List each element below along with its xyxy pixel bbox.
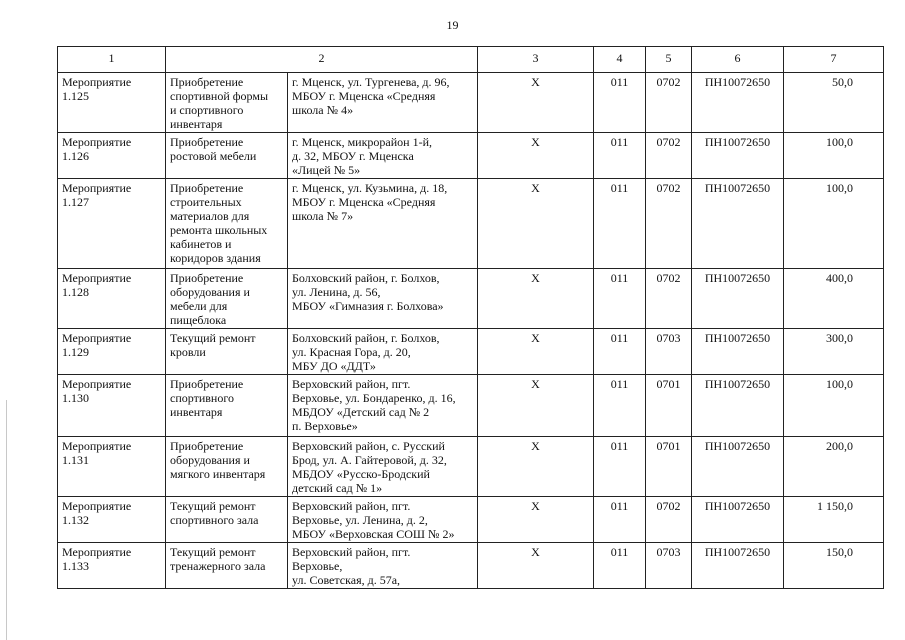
- col5-cell: 0702: [646, 133, 692, 179]
- event-cell-line: Мероприятие: [62, 545, 132, 559]
- event-cell: [58, 73, 166, 133]
- location-cell: [288, 133, 478, 179]
- measure-name-cell: [166, 375, 288, 437]
- measure-name-cell-line: инвентаря: [170, 117, 223, 131]
- measure-name-cell: [166, 179, 288, 269]
- col6-cell: ПН10072650: [692, 133, 784, 179]
- location-cell-line: Верховский район, пгт.: [292, 377, 411, 391]
- measure-name-cell-line: строительных: [170, 195, 242, 209]
- measure-name-cell-line: мебели для: [170, 299, 228, 313]
- location-cell-line: Болховский район, г. Болхов,: [292, 331, 440, 345]
- col3-cell: Х: [478, 133, 594, 179]
- location-cell: [288, 269, 478, 329]
- event-cell-line: 1.125: [62, 89, 89, 103]
- header-cell-2: 2: [166, 47, 478, 73]
- location-cell-line: ул. Советская, д. 57а,: [292, 573, 401, 587]
- event-cell: [58, 375, 166, 437]
- scan-margin-line: [6, 400, 7, 640]
- location-cell-line: МБОУ «Верховская СОШ № 2»: [292, 527, 455, 541]
- measure-name-cell-line: ростовой мебели: [170, 149, 257, 163]
- location-cell-line: Верховский район, пгт.: [292, 499, 411, 513]
- table-row: [58, 269, 884, 329]
- location-cell-line: ул. Красная Гора, д. 20,: [292, 345, 411, 359]
- location-cell-line: детский сад № 1»: [292, 481, 383, 495]
- table-header-row: [58, 47, 884, 73]
- event-cell-line: 1.127: [62, 195, 89, 209]
- col4-cell: 011: [594, 329, 646, 375]
- location-cell-line: школа № 7»: [292, 209, 354, 223]
- measure-name-cell-line: Приобретение: [170, 75, 244, 89]
- measure-name-cell-line: кабинетов и: [170, 237, 232, 251]
- measure-name-cell: [166, 497, 288, 543]
- event-cell-line: Мероприятие: [62, 271, 132, 285]
- measure-name-cell-line: Приобретение: [170, 135, 244, 149]
- col3-cell: Х: [478, 73, 594, 133]
- col4-cell: 011: [594, 73, 646, 133]
- location-cell-line: ул. Ленина, д. 56,: [292, 285, 381, 299]
- location-cell-line: п. Верховье»: [292, 419, 358, 433]
- table-row: [58, 375, 884, 437]
- col5-cell: 0702: [646, 73, 692, 133]
- table-row: [58, 73, 884, 133]
- col6-cell: ПН10072650: [692, 179, 784, 269]
- event-cell: [58, 543, 166, 589]
- location-cell-line: Брод, ул. А. Гайтеровой, д. 32,: [292, 453, 447, 467]
- measure-name-cell: [166, 269, 288, 329]
- event-cell-line: 1.132: [62, 513, 89, 527]
- col4-cell: 011: [594, 543, 646, 589]
- amount-cell: 1 150,0: [784, 497, 884, 543]
- col5-cell: 0702: [646, 269, 692, 329]
- col6-cell: ПН10072650: [692, 497, 784, 543]
- table-row: [58, 437, 884, 497]
- table-row: [58, 497, 884, 543]
- location-cell-line: «Лицей № 5»: [292, 163, 361, 177]
- location-cell-line: МБДОУ «Русско-Бродский: [292, 467, 430, 481]
- col4-cell: 011: [594, 179, 646, 269]
- event-cell-line: 1.129: [62, 345, 89, 359]
- measure-name-cell-line: спортивного зала: [170, 513, 259, 527]
- col6-cell: ПН10072650: [692, 269, 784, 329]
- col5-cell: 0702: [646, 497, 692, 543]
- location-cell-line: МБОУ г. Мценска «Средняя: [292, 195, 436, 209]
- event-cell: [58, 179, 166, 269]
- measure-name-cell-line: материалов для: [170, 209, 250, 223]
- measure-name-cell-line: спортивной формы: [170, 89, 269, 103]
- col4-cell: 011: [594, 133, 646, 179]
- col4-cell: 011: [594, 497, 646, 543]
- location-cell-line: Болховский район, г. Болхов,: [292, 271, 440, 285]
- event-cell-line: Мероприятие: [62, 377, 132, 391]
- location-cell-line: МБОУ «Гимназия г. Болхова»: [292, 299, 444, 313]
- col5-cell: 0703: [646, 543, 692, 589]
- col3-cell: Х: [478, 543, 594, 589]
- measure-name-cell-line: Приобретение: [170, 181, 244, 195]
- location-cell: [288, 73, 478, 133]
- location-cell-line: Верховье,: [292, 559, 343, 573]
- table-row: [58, 329, 884, 375]
- event-cell-line: Мероприятие: [62, 499, 132, 513]
- header-cell-7: 7: [784, 47, 884, 73]
- location-cell-line: д. 32, МБОУ г. Мценска: [292, 149, 414, 163]
- col3-cell: Х: [478, 329, 594, 375]
- col3-cell: Х: [478, 179, 594, 269]
- header-cell-4: 4: [594, 47, 646, 73]
- col3-cell: Х: [478, 437, 594, 497]
- location-cell-line: Верховье, ул. Бондаренко, д. 16,: [292, 391, 456, 405]
- header-cell-5: 5: [646, 47, 692, 73]
- location-cell: [288, 543, 478, 589]
- amount-cell: 100,0: [784, 133, 884, 179]
- col6-cell: ПН10072650: [692, 437, 784, 497]
- location-cell-line: МБОУ г. Мценска «Средняя: [292, 89, 436, 103]
- budget-table: [57, 46, 884, 589]
- measure-name-cell-line: кровли: [170, 345, 206, 359]
- event-cell-line: Мероприятие: [62, 331, 132, 345]
- location-cell-line: МБУ ДО «ДДТ»: [292, 359, 376, 373]
- col4-cell: 011: [594, 375, 646, 437]
- measure-name-cell-line: Приобретение: [170, 377, 244, 391]
- event-cell: [58, 269, 166, 329]
- location-cell: [288, 329, 478, 375]
- amount-cell: 150,0: [784, 543, 884, 589]
- event-cell-line: 1.133: [62, 559, 89, 573]
- measure-name-cell: [166, 133, 288, 179]
- location-cell-line: г. Мценск, ул. Кузьмина, д. 18,: [292, 181, 448, 195]
- measure-name-cell-line: мягкого инвентаря: [170, 467, 266, 481]
- measure-name-cell-line: и спортивного: [170, 103, 244, 117]
- event-cell-line: Мероприятие: [62, 75, 132, 89]
- event-cell: [58, 497, 166, 543]
- col6-cell: ПН10072650: [692, 329, 784, 375]
- event-cell-line: Мероприятие: [62, 439, 132, 453]
- event-cell-line: 1.126: [62, 149, 89, 163]
- col6-cell: ПН10072650: [692, 375, 784, 437]
- col5-cell: 0701: [646, 437, 692, 497]
- header-cell-3: 3: [478, 47, 594, 73]
- location-cell: [288, 497, 478, 543]
- amount-cell: 100,0: [784, 179, 884, 269]
- event-cell: [58, 133, 166, 179]
- measure-name-cell-line: оборудования и: [170, 285, 250, 299]
- event-cell: [58, 329, 166, 375]
- location-cell-line: Верховский район, пгт.: [292, 545, 411, 559]
- measure-name-cell: [166, 543, 288, 589]
- col5-cell: 0702: [646, 179, 692, 269]
- event-cell-line: Мероприятие: [62, 135, 132, 149]
- col5-cell: 0701: [646, 375, 692, 437]
- col6-cell: ПН10072650: [692, 543, 784, 589]
- measure-name-cell-line: Текущий ремонт: [170, 331, 256, 345]
- col4-cell: 011: [594, 269, 646, 329]
- amount-cell: 200,0: [784, 437, 884, 497]
- amount-cell: 400,0: [784, 269, 884, 329]
- col5-cell: 0703: [646, 329, 692, 375]
- col4-cell: 011: [594, 437, 646, 497]
- table-row: [58, 133, 884, 179]
- location-cell-line: школа № 4»: [292, 103, 354, 117]
- location-cell-line: МБДОУ «Детский сад № 2: [292, 405, 430, 419]
- col3-cell: Х: [478, 269, 594, 329]
- amount-cell: 100,0: [784, 375, 884, 437]
- measure-name-cell-line: коридоров здания: [170, 251, 261, 265]
- measure-name-cell: [166, 329, 288, 375]
- measure-name-cell: [166, 73, 288, 133]
- location-cell-line: Верховье, ул. Ленина, д. 2,: [292, 513, 428, 527]
- measure-name-cell-line: Текущий ремонт: [170, 499, 256, 513]
- measure-name-cell-line: ремонта школьных: [170, 223, 268, 237]
- event-cell-line: 1.131: [62, 453, 89, 467]
- measure-name-cell-line: тренажерного зала: [170, 559, 266, 573]
- page-number: 19: [446, 18, 459, 32]
- measure-name-cell-line: пищеблока: [170, 313, 227, 327]
- header-cell-1: 1: [58, 47, 166, 73]
- measure-name-cell-line: спортивного: [170, 391, 234, 405]
- event-cell: [58, 437, 166, 497]
- measure-name-cell-line: Текущий ремонт: [170, 545, 256, 559]
- col3-cell: Х: [478, 375, 594, 437]
- location-cell-line: г. Мценск, ул. Тургенева, д. 96,: [292, 75, 450, 89]
- amount-cell: 50,0: [784, 73, 884, 133]
- location-cell: [288, 437, 478, 497]
- event-cell-line: 1.130: [62, 391, 89, 405]
- location-cell: [288, 375, 478, 437]
- measure-name-cell-line: Приобретение: [170, 271, 244, 285]
- measure-name-cell-line: оборудования и: [170, 453, 250, 467]
- measure-name-cell-line: Приобретение: [170, 439, 244, 453]
- header-cell-6: 6: [692, 47, 784, 73]
- col3-cell: Х: [478, 497, 594, 543]
- location-cell: [288, 179, 478, 269]
- measure-name-cell-line: инвентаря: [170, 405, 223, 419]
- event-cell-line: Мероприятие: [62, 181, 132, 195]
- col6-cell: ПН10072650: [692, 73, 784, 133]
- table-row: [58, 543, 884, 589]
- amount-cell: 300,0: [784, 329, 884, 375]
- location-cell-line: Верховский район, с. Русский: [292, 439, 445, 453]
- location-cell-line: г. Мценск, микрорайон 1-й,: [292, 135, 432, 149]
- table-row: [58, 179, 884, 269]
- measure-name-cell: [166, 437, 288, 497]
- event-cell-line: 1.128: [62, 285, 89, 299]
